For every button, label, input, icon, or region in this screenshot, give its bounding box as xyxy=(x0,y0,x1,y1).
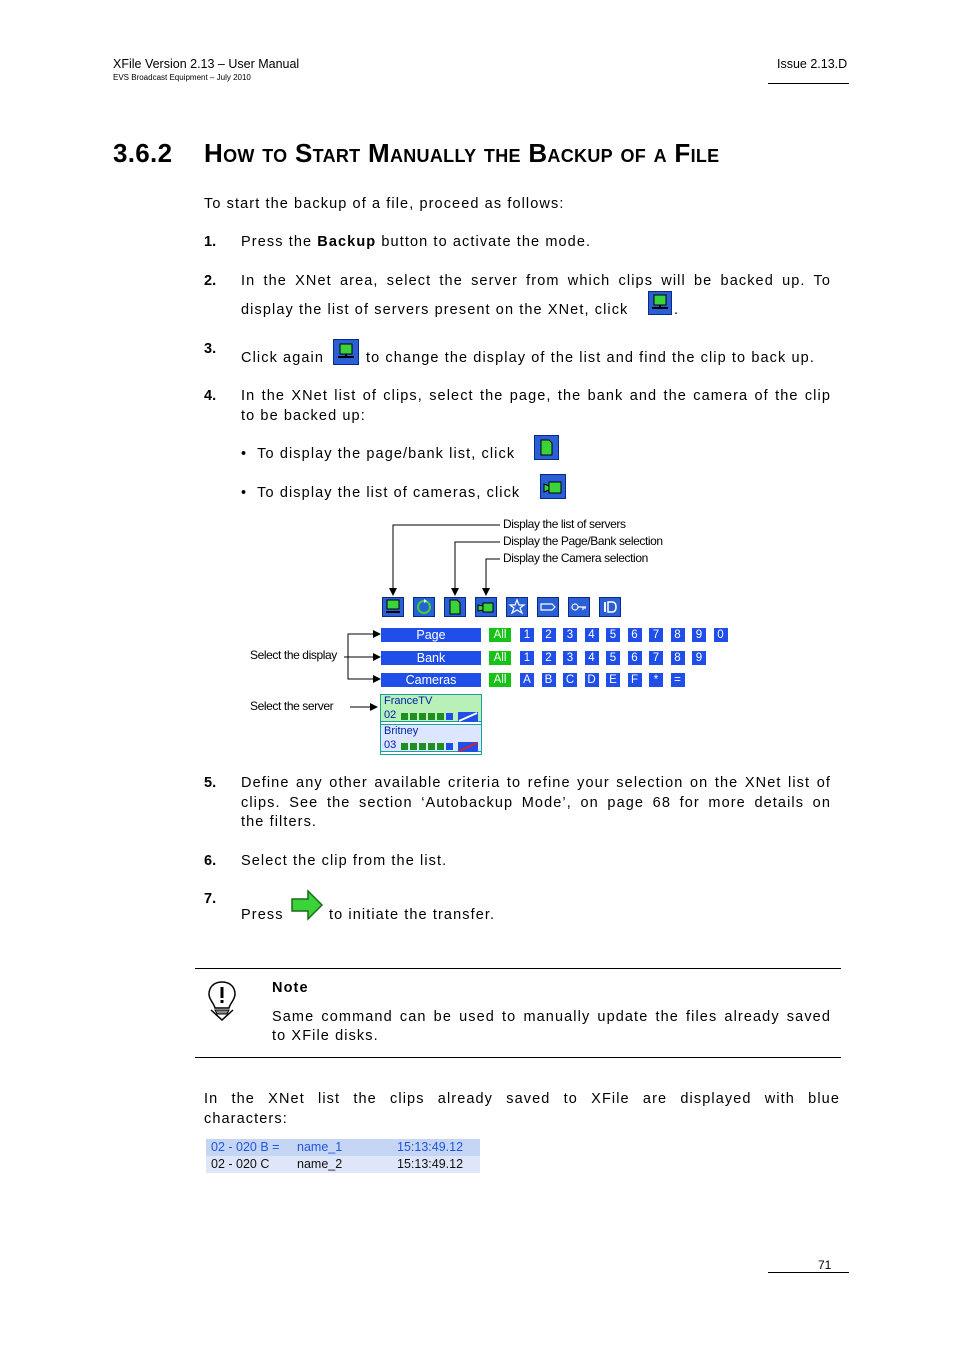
bank-cell[interactable]: 4 xyxy=(585,651,599,665)
bullet-item: • To display the list of cameras, click xyxy=(241,485,521,501)
backup-button-label: Backup xyxy=(317,234,377,250)
callout-servers: Display the list of servers xyxy=(503,517,626,531)
label-select-display: Select the display xyxy=(250,648,337,662)
page-cell[interactable]: 7 xyxy=(649,628,663,642)
page-cell[interactable]: 3 xyxy=(563,628,577,642)
page-cell[interactable]: 4 xyxy=(585,628,599,642)
page-cell[interactable]: 2 xyxy=(542,628,556,642)
intro-text: To start the backup of a file, proceed as follows: xyxy=(204,196,565,212)
note-line1: Same command can be used to manually update the files already saved xyxy=(272,1009,831,1025)
page-cell[interactable]: 1 xyxy=(520,628,534,642)
step-3-pre: Click again xyxy=(241,350,325,366)
bullet-text: To display the list of cameras, click xyxy=(257,485,521,501)
page-icon xyxy=(534,435,559,460)
footer-rule xyxy=(768,1272,849,1273)
cameras-bar[interactable]: Cameras xyxy=(381,673,481,687)
note-line2: to XFile disks. xyxy=(272,1028,379,1044)
key-icon[interactable] xyxy=(568,597,590,617)
step-text: Press the xyxy=(241,234,318,250)
document-subtitle: EVS Broadcast Equipment – July 2010 xyxy=(113,73,251,82)
step-4-line2: to be backed up: xyxy=(241,408,366,424)
page-bar[interactable]: Page xyxy=(381,628,481,642)
step-number: 1. xyxy=(204,234,217,250)
page-all-button[interactable]: All xyxy=(489,628,511,642)
clip-name: name_2 xyxy=(297,1157,343,1171)
table-row[interactable] xyxy=(206,1156,480,1173)
note-title: Note xyxy=(272,980,309,996)
bullet-item: • To display the page/bank list, click xyxy=(241,446,516,462)
bank-cell[interactable]: 1 xyxy=(520,651,534,665)
step-1-text xyxy=(241,234,591,250)
camera-icon xyxy=(540,474,566,499)
bank-cell[interactable]: 8 xyxy=(671,651,685,665)
step-number: 6. xyxy=(204,853,217,869)
bank-all-button[interactable]: All xyxy=(489,651,511,665)
star-icon[interactable] xyxy=(506,597,528,617)
after-note-line1: In the XNet list the clips already saved to XFile are displayed with blue xyxy=(204,1091,840,1107)
step-6-text: Select the clip from the list. xyxy=(241,853,448,869)
table-row[interactable] xyxy=(206,1139,480,1156)
step-5-line2: clips. See the section ‘Autobackup Mode’, on page 68 for more details on xyxy=(241,795,831,811)
transfer-arrow-icon xyxy=(290,889,324,926)
section-title: How to Start Manually the Backup of a File xyxy=(204,138,720,168)
camera-cell[interactable]: C xyxy=(563,673,577,687)
server-name: Britney xyxy=(384,725,419,737)
refresh-icon[interactable] xyxy=(413,597,435,617)
server-name: FranceTV xyxy=(384,695,433,707)
step-3-post: to change the display of the list and find the clip to back up. xyxy=(366,350,815,366)
camera-cell[interactable]: E xyxy=(606,673,620,687)
step-2-line2 xyxy=(241,302,628,318)
camera-cell[interactable]: = xyxy=(671,673,685,687)
camera-all-button[interactable]: All xyxy=(489,673,511,687)
step-number: 2. xyxy=(204,273,217,289)
camera-icon[interactable] xyxy=(475,597,497,617)
step-number: 4. xyxy=(204,388,217,404)
bank-cell[interactable]: 3 xyxy=(563,651,577,665)
id-icon[interactable] xyxy=(599,597,621,617)
bank-cell[interactable]: 5 xyxy=(606,651,620,665)
server-list-icon[interactable] xyxy=(382,597,404,617)
server-item[interactable] xyxy=(380,724,482,752)
tag-icon[interactable] xyxy=(537,597,559,617)
step-5-line3: the filters. xyxy=(241,814,318,830)
page-cell[interactable]: 5 xyxy=(606,628,620,642)
bullet-text: To display the page/bank list, click xyxy=(257,446,516,462)
server-list-icon xyxy=(648,291,672,315)
step-number: 3. xyxy=(204,341,217,357)
step-text: display the list of servers present on the XNet, click xyxy=(241,302,629,318)
section-number: 3.6.2 xyxy=(113,138,173,168)
step-2-end: . xyxy=(674,302,680,318)
clip-timecode: 15:13:49.12 xyxy=(397,1140,464,1154)
server-code: 02 xyxy=(384,709,397,721)
issue-label: Issue 2.13.D xyxy=(777,57,848,71)
clip-id: 02 - 020 C xyxy=(211,1157,270,1171)
camera-cell[interactable]: D xyxy=(585,673,599,687)
server-status-icon xyxy=(401,712,481,722)
bank-cell[interactable]: 6 xyxy=(628,651,642,665)
server-list-icon xyxy=(333,339,359,365)
step-number: 5. xyxy=(204,775,217,791)
bank-cell[interactable]: 7 xyxy=(649,651,663,665)
camera-cell[interactable]: * xyxy=(649,673,663,687)
page-icon[interactable] xyxy=(444,597,466,617)
page-cell[interactable]: 8 xyxy=(671,628,685,642)
step-text: button to activate the mode. xyxy=(376,234,592,250)
step-7-post: to initiate the transfer. xyxy=(329,907,496,923)
camera-cell[interactable]: A xyxy=(520,673,534,687)
server-code: 03 xyxy=(384,739,397,751)
after-note-line2: characters: xyxy=(204,1111,288,1127)
step-7-pre: Press xyxy=(241,907,284,923)
step-4-line1: In the XNet list of clips, select the page, the bank and the camera of the clip xyxy=(241,388,831,404)
label-select-server: Select the server xyxy=(250,699,334,713)
page-cell[interactable]: 9 xyxy=(692,628,706,642)
page-cell[interactable]: 0 xyxy=(714,628,728,642)
callout-camera: Display the Camera selection xyxy=(503,551,648,565)
page-number: 71 xyxy=(818,1258,832,1272)
server-status-icon xyxy=(401,742,481,752)
step-number: 7. xyxy=(204,891,217,907)
bank-bar[interactable]: Bank xyxy=(381,651,481,665)
callout-page-bank: Display the Page/Bank selection xyxy=(503,534,663,548)
section-heading xyxy=(113,138,719,169)
page-cell[interactable]: 6 xyxy=(628,628,642,642)
clip-name: name_1 xyxy=(297,1140,343,1154)
header-rule xyxy=(768,83,849,84)
bank-cell[interactable]: 9 xyxy=(692,651,706,665)
clip-timecode: 15:13:49.12 xyxy=(397,1157,464,1171)
note-icon xyxy=(205,980,239,1027)
camera-cell[interactable]: F xyxy=(628,673,642,687)
server-item[interactable] xyxy=(380,694,482,722)
camera-cell[interactable]: B xyxy=(542,673,556,687)
clip-id: 02 - 020 B = xyxy=(211,1140,280,1154)
step-2-line1: In the XNet area, select the server from which clips will be backed up. To xyxy=(241,273,831,289)
bank-cell[interactable]: 2 xyxy=(542,651,556,665)
step-5-line1: Define any other available criteria to refine your selection on the XNet list of xyxy=(241,775,831,791)
document-title: XFile Version 2.13 – User Manual xyxy=(113,57,300,71)
